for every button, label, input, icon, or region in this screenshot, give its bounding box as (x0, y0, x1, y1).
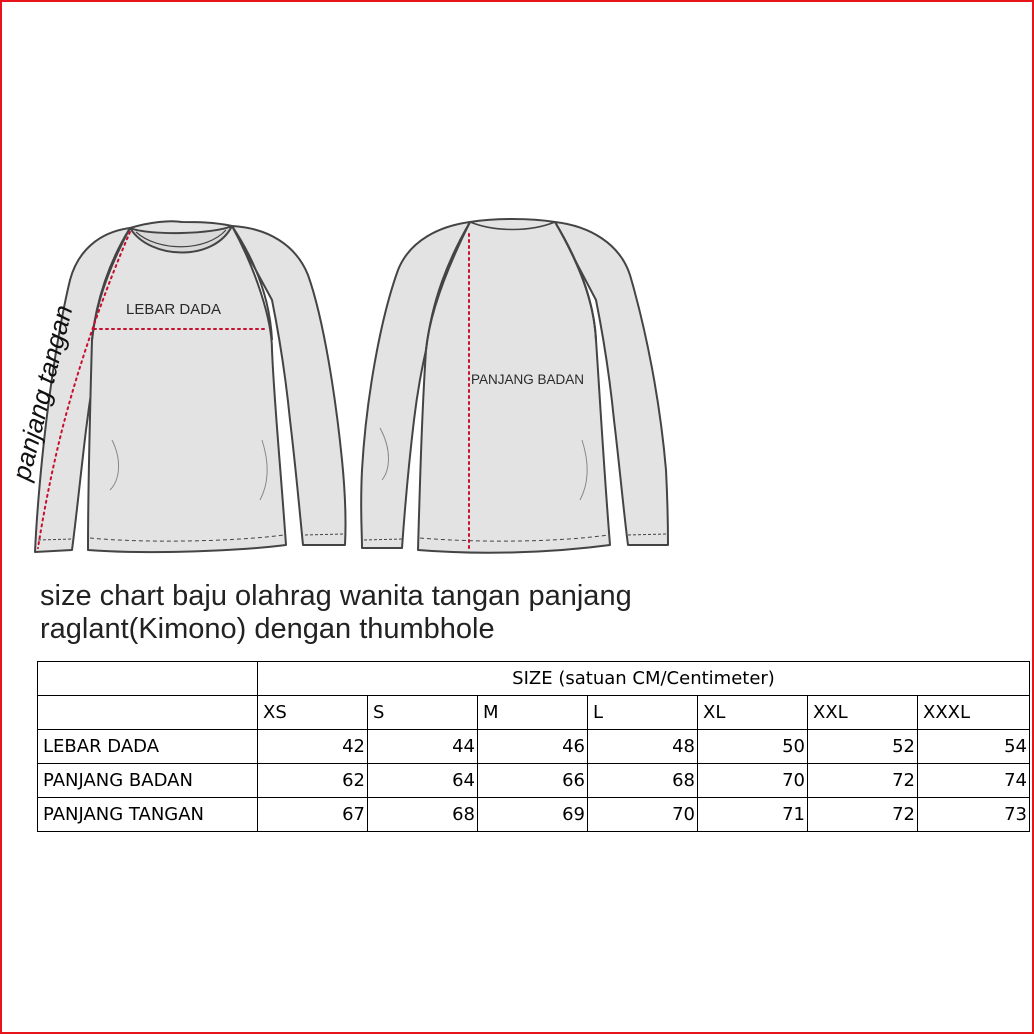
size-header: M (478, 696, 588, 730)
value-cell: 68 (368, 798, 478, 832)
size-header: XXXL (918, 696, 1030, 730)
size-chart-caption (40, 580, 632, 646)
value-cell: 52 (808, 730, 918, 764)
table-title-row (38, 662, 1030, 696)
table-row (38, 730, 1030, 764)
size-header: L (588, 696, 698, 730)
value-cell: 50 (698, 730, 808, 764)
row-label: PANJANG BADAN (38, 764, 258, 798)
value-cell: 42 (258, 730, 368, 764)
body-length-label: PANJANG BADAN (471, 372, 585, 387)
table-size-label-cell (38, 696, 258, 730)
table-size-row (38, 696, 1030, 730)
value-cell: 69 (478, 798, 588, 832)
value-cell: 67 (258, 798, 368, 832)
caption-line-1: size chart baju olahrag wanita tangan panjang (40, 580, 632, 612)
size-header: XXL (808, 696, 918, 730)
table-title: SIZE (satuan CM/Centimeter) (258, 662, 1030, 696)
chest-width-label: LEBAR DADA (126, 301, 222, 318)
value-cell: 48 (588, 730, 698, 764)
value-cell: 73 (918, 798, 1030, 832)
value-cell: 66 (478, 764, 588, 798)
table-row (38, 798, 1030, 832)
value-cell: 74 (918, 764, 1030, 798)
table-corner-cell (38, 662, 258, 696)
row-label: LEBAR DADA (38, 730, 258, 764)
value-cell: 72 (808, 764, 918, 798)
caption-line-2: raglant(Kimono) dengan thumbhole (40, 613, 495, 645)
sleeve-length-label: panjang tangan (6, 302, 79, 484)
size-chart-table (37, 661, 1030, 832)
value-cell: 44 (368, 730, 478, 764)
value-cell: 68 (588, 764, 698, 798)
value-cell: 46 (478, 730, 588, 764)
value-cell: 72 (808, 798, 918, 832)
row-label: PANJANG TANGAN (38, 798, 258, 832)
value-cell: 54 (918, 730, 1030, 764)
value-cell: 71 (698, 798, 808, 832)
value-cell: 70 (698, 764, 808, 798)
front-shirt-drawing (35, 221, 346, 552)
value-cell: 70 (588, 798, 698, 832)
value-cell: 62 (258, 764, 368, 798)
value-cell: 64 (368, 764, 478, 798)
size-header: XL (698, 696, 808, 730)
table-row (38, 764, 1030, 798)
size-header: S (368, 696, 478, 730)
size-header: XS (258, 696, 368, 730)
